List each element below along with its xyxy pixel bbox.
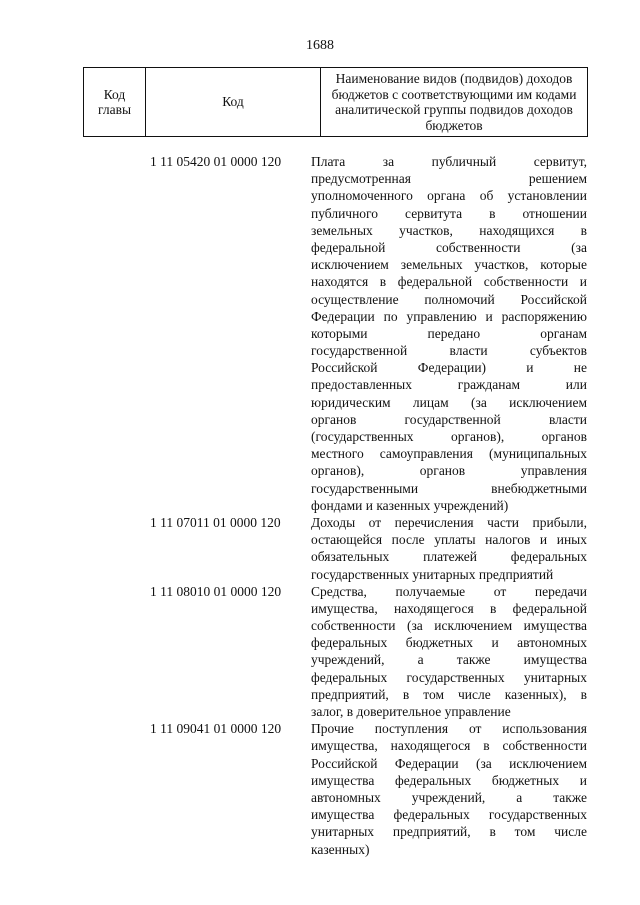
description-line: собственности (за исключением имущества: [311, 618, 587, 634]
description-line: федеральных государственных унитарных: [311, 669, 587, 685]
header-chapter-code-line: главы: [97, 102, 132, 117]
description-line: земельных участков, находящихся в: [311, 222, 587, 238]
table-row: [150, 720, 590, 858]
description-line: местного самоуправления (муниципальных: [311, 446, 587, 462]
income-description: [311, 514, 587, 583]
description-line: автономных учреждений, а также: [311, 789, 587, 805]
page-number: 1688: [306, 38, 334, 53]
income-code: 1 11 07011 01 0000 120: [150, 514, 281, 530]
description-line: (государственных органов), органов: [311, 429, 587, 444]
income-description: [311, 583, 587, 721]
description-line: унитарных предприятий, в том числе: [311, 824, 587, 840]
description-line: публичного сервитута в отношении: [311, 205, 587, 221]
description-line: государственной власти субъектов: [311, 343, 587, 359]
header-name: [321, 68, 588, 137]
description-line: Российской Федерации) и не: [311, 360, 587, 376]
description-line: федеральной собственности (за: [311, 239, 587, 255]
description-line: находятся в федеральной собственности и: [311, 274, 587, 290]
description-line: органов государственной власти: [311, 411, 587, 427]
header-code: Код: [146, 68, 321, 137]
description-line: учреждений, а также имущества: [311, 652, 587, 668]
description-line: Плата за публичный сервитут,: [311, 154, 587, 169]
header-chapter-code: [84, 68, 146, 137]
description-line: остающейся после уплаты налогов и иных: [311, 532, 587, 548]
income-description: [311, 720, 587, 858]
description-line: предусмотренная решением: [311, 171, 587, 187]
header-name-line: аналитической группы подвидов доходов: [335, 102, 573, 117]
description-line: предприятий, в том числе казенных), в: [311, 686, 587, 702]
description-line: имущества, находящегося в федеральной: [311, 600, 587, 616]
table-row: [150, 583, 590, 721]
description-line: государственными внебюджетными: [311, 480, 587, 496]
description-line: которыми передано органам: [311, 325, 587, 341]
table-row: [150, 514, 590, 583]
description-line: Доходы от перечисления части прибыли,: [311, 514, 587, 530]
description-line: казенных): [311, 841, 370, 857]
income-code: 1 11 05420 01 0000 120: [150, 154, 282, 169]
description-line: осуществление полномочий Российской: [311, 291, 587, 307]
header-name-line: бюджетов с соответствующими им кодами: [331, 86, 577, 102]
description-line: исключением земельных участков, которые: [311, 257, 587, 273]
description-line: юридическим лицам (за исключением: [311, 394, 587, 410]
description-line: залог, в доверительное управление: [311, 704, 511, 719]
description-line: Средства, получаемые от передачи: [311, 583, 587, 599]
description-line: уполномоченного органа об установлении: [311, 188, 587, 204]
description-line: федеральных бюджетных и автономных: [311, 635, 587, 651]
description-line: предоставленных гражданам или: [311, 377, 587, 393]
income-code: 1 11 08010 01 0000 120: [150, 583, 282, 599]
table-header: [83, 67, 588, 137]
header-name-line: Наименование видов (подвидов) доходов: [335, 71, 573, 86]
income-description: [311, 153, 587, 514]
description-line: Прочие поступления от использования: [311, 721, 587, 737]
description-line: органов), органов управления: [311, 463, 587, 479]
description-line: имущества федеральных государственных: [311, 807, 587, 823]
description-line: государственных унитарных предприятий: [311, 566, 554, 582]
description-line: имущества, находящегося в собственности: [311, 738, 587, 754]
description-line: обязательных платежей федеральных: [311, 549, 587, 565]
description-line: имущества федеральных бюджетных и: [311, 772, 587, 788]
header-chapter-code-line: Код: [103, 86, 126, 102]
table-row: [150, 153, 590, 514]
description-line: фондами и казенных учреждений): [311, 497, 509, 513]
income-rows: [150, 153, 590, 858]
header-name-line: бюджетов: [425, 117, 483, 133]
description-line: Российской Федерации (за исключением: [311, 755, 587, 771]
description-line: Федерации по управлению и распоряжению: [311, 308, 587, 324]
income-code: 1 11 09041 01 0000 120: [150, 721, 282, 737]
